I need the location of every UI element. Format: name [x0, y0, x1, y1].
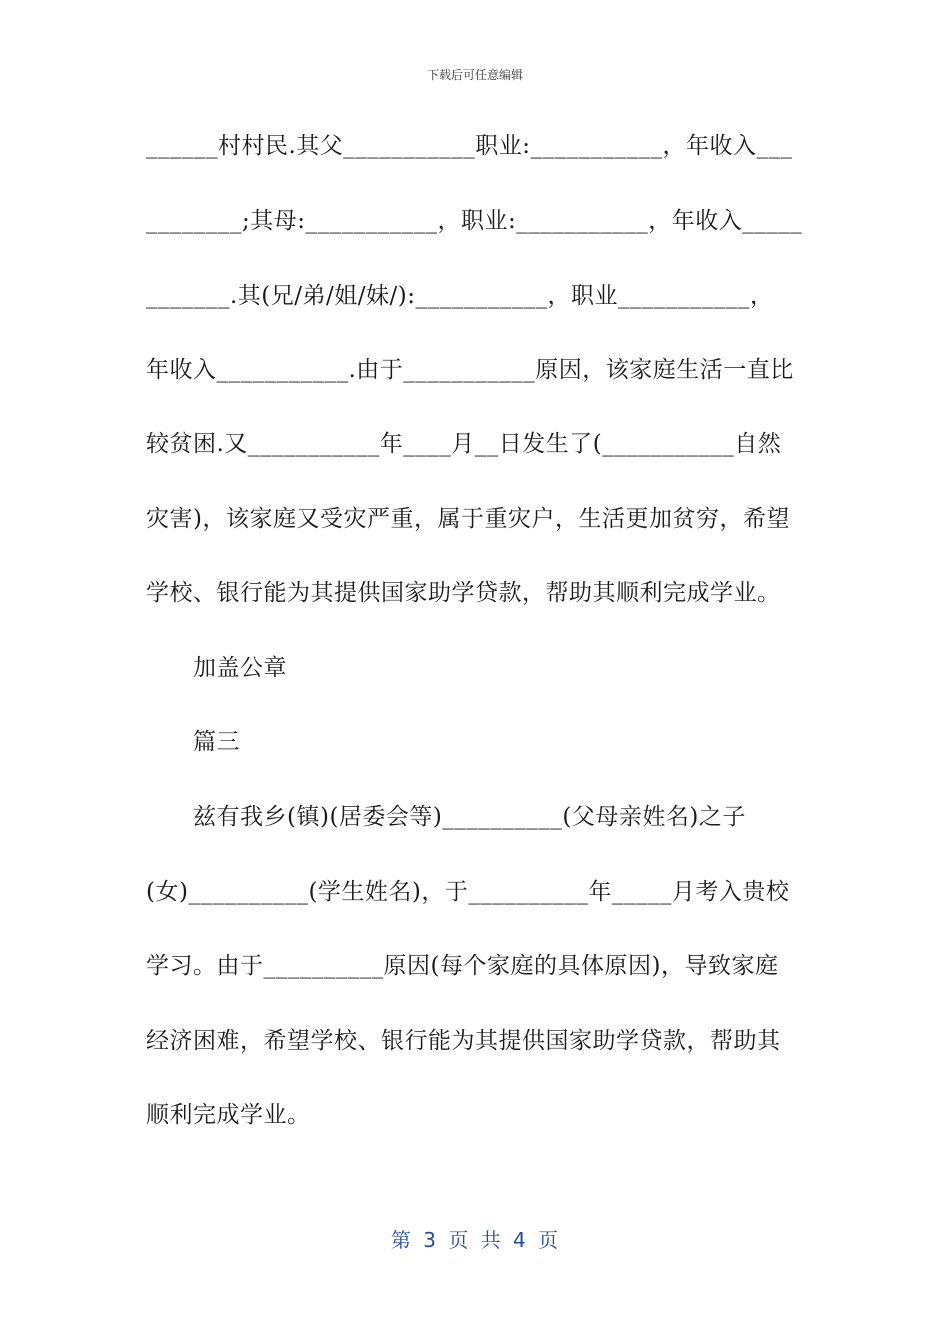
body-line-13: 经济困难，希望学校、银行能为其提供国家助学贷款，帮助其 [146, 1028, 781, 1054]
page-header: 下载后可任意编辑 [426, 68, 523, 82]
body-line-14: 顺利完成学业。 [146, 1102, 311, 1128]
body-line-3: _______.其(兄/弟/姐/妹/):___________，职业___________， [146, 283, 774, 309]
body-line-12: 学习。由于__________原因(每个家庭的具体原因)，导致家庭 [146, 953, 779, 979]
body-line-6: 灾害)，该家庭又受灾严重，属于重灾户，生活更加贫穷，希望 [146, 506, 790, 532]
seal-label: 加盖公章 [193, 655, 287, 681]
page-number-footer: 第 3 页 共 4 页 [390, 1228, 560, 1252]
body-line-4: 年收入___________.由于___________原因，该家庭生活一直比 [146, 357, 794, 383]
body-line-7: 学校、银行能为其提供国家助学贷款，帮助其顺利完成学业。 [146, 580, 781, 606]
body-line-5: 较贫困.又___________年____月__日发生了(___________自然 [146, 431, 782, 457]
section-heading: 篇三 [193, 729, 240, 755]
body-line-10: 兹有我乡(镇)(居委会等)__________(父母亲姓名)之子 [193, 804, 746, 830]
body-line-11: (女)__________(学生姓名)，于__________年_____月考入贵校 [146, 879, 790, 905]
body-line-2: ________;其母:___________，职业:___________，年收入_____ [146, 208, 803, 234]
body-line-1: ______村村民.其父___________职业:___________，年收入___ [146, 133, 793, 159]
